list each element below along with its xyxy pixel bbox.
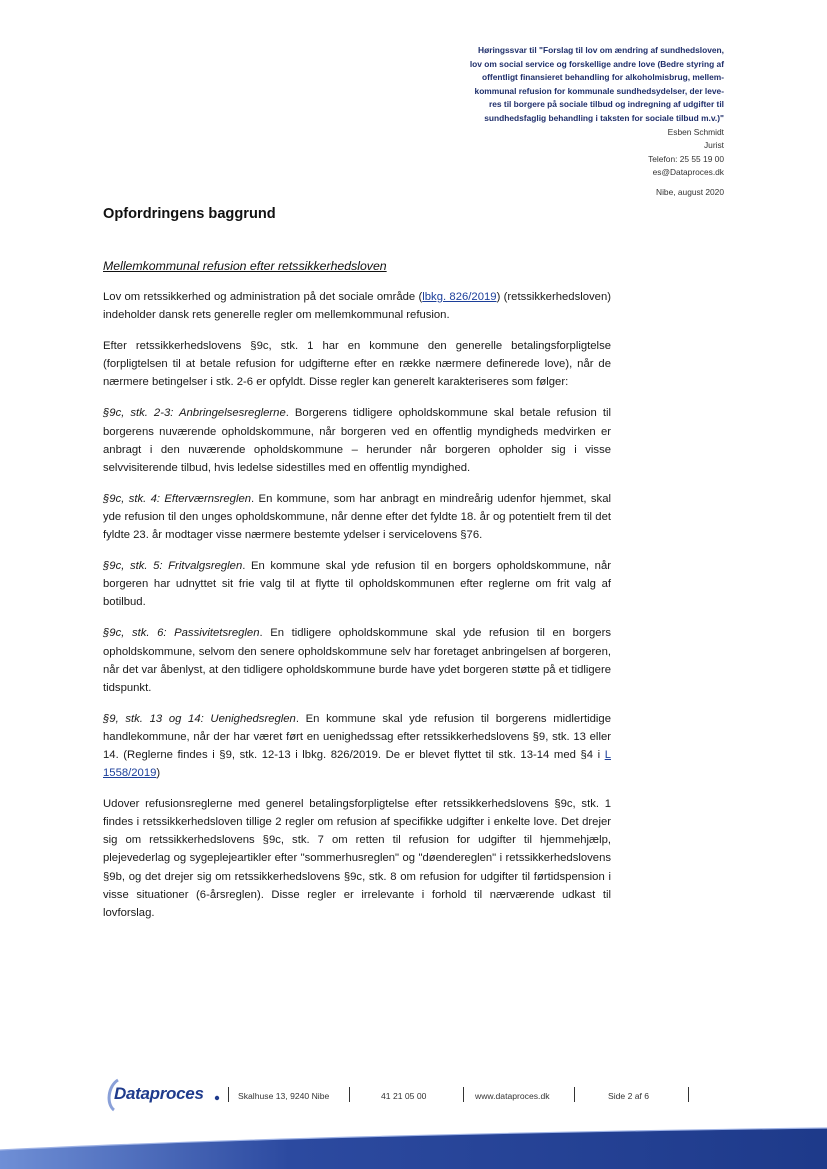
page-heading: Opfordringens baggrund [103,206,276,222]
paragraph: Udover refusionsreglerne med generel betalingsforpligtelse efter retssikkerhedslovens §9c, stk. 1 findes i retssikkerhedsloven tillige 2 regler om refusion af specifikke udgifter i enkelte love. Det drejer sig om retssikkerhedslovens §9c, stk. 7 om retten til refusion for udgifter til hjemmehjælp, plejevederlag og sygeplejeartikler efter "sommerhusreglen" og "døendereglen" i retssikkerhedslovens §9b, og det drejer sig om retssikkerhedslovens §9c, stk. 8 om refusion for udgifter til førtidspension i visse situationer (6-årsreglen). Disse regler er irrelevante i forhold til nærværende udkast til lovforslag. [103,798,611,919]
footer-page-number: Side 2 af 6 [608,1091,650,1101]
author-name: Esben Schmidt [667,126,724,137]
author-phone: Telefon: 25 55 19 00 [648,153,724,164]
paragraph-text: ) (retssikkerhedsloven) indeholder dansk rets generelle regler om mellemkommunal refusion. [103,291,611,322]
paragraph-text: . En kommune, som har anbragt en mindreårig udenfor hjemmet, skal yde refusion til den unges opholdskommune, når denne efter det fyldte 18. år og potentielt frem til det fyldte 23. år modtager visse nærmere bestemte ydelser i servicelovens §76. [103,492,611,542]
footer-phone: 41 21 05 00 [381,1091,427,1101]
footer-website[interactable]: www.dataproces.dk [475,1091,550,1101]
footer-divider [228,1087,229,1102]
paragraph [103,288,611,324]
author-role: Jurist [703,140,724,151]
rule-title: §9c, stk. 5: Fritvalgsreglen [103,560,243,573]
footer-wave-band [0,1110,827,1169]
document-header [424,44,724,200]
paragraph [103,624,611,696]
paragraph [103,490,611,544]
title-line: sundhedsfaglig behandling i taksten for sociale tilbud m.v.)" [484,112,724,123]
logo-text: Dataproces [114,1084,204,1103]
paragraph-text: ) [156,767,161,780]
paragraph [103,710,611,782]
document-date: Nibe, august 2020 [656,186,724,197]
title-line: kommunal refusion for kommunale sundhedsydelser, der leve- [474,85,724,96]
rule-title: §9c, stk. 2-3: Anbringelsesreglerne [103,407,286,420]
title-line: lov om social service og forskellige andre love (Bedre styring af [469,58,724,69]
paragraph [103,404,611,476]
author-email[interactable]: es@Dataproces.dk [652,167,724,178]
title-line: Høringssvar til "Forslag til lov om ændring af sundhedsloven, [478,45,724,55]
footer-divider [688,1087,689,1102]
footer-divider [574,1087,575,1102]
title-line: offentligt finansieret behandling for alkoholmisbrug, mellem- [482,72,724,83]
rule-title: §9c, stk. 6: Passivitetsreglen [103,627,260,640]
paragraph-text: . En kommune skal yde refusion til en borgers opholdskommune, når borgeren har udnyttet sit frie valg til at flytte til opholdskommunen efter reglerne om frit valg af botilbud. [103,560,611,609]
law-link-lbkg-826-2019[interactable]: lbkg. 826/2019 [422,291,497,303]
paragraph-text: . Borgerens tidligere opholdskommune skal betale refusion til borgerens nuværende opholdskommune, når borgeren ved en offentlig myndigheds medvirken er anbragt i den nuværende opholdskommune – herunder når borgeren opholder sig i visse selvvisiterende tilbud, hvis ledelse sidestilles med en offentlig myndighed. [103,407,611,474]
paragraph-text: Lov om retssikkerhed og administration på det sociale område ( [103,291,423,303]
footer-divider [463,1087,464,1102]
rule-title: §9c, stk. 4: Efterværnsreglen [103,492,252,505]
paragraph: Efter retssikkerhedslovens §9c, stk. 1 har en kommune den generelle betalingsforpligtelse (forpligtelsen til at betale refusion for udgifterne efter en række nærmere definerede love), når de nærmere betingelser i stk. 2-6 er opfyldt. Disse regler kan generelt karakteriseres som følger: [103,340,611,389]
law-link-l-1558-2019[interactable]: L 1558/2019 [103,748,611,780]
paragraph-text: . En kommune skal yde refusion til borgerens midlertidige handlekommune, når der har været ført en uenighedssag efter retssikkerhedslovens §9, stk. 13 eller 14. (Reglerne findes i §9, stk. 12-13 i lbkg. 826/2019. De er blevet flyttet til stk. 13-14 med §4 i [103,712,611,761]
hearing-response-title [424,44,724,126]
title-line: res til borgere på sociale tilbud og indregning af udgifter til [489,99,724,110]
paragraph-text: . En tidligere opholdskommune skal yde refusion til en borgers opholdskommune, selvom den senere opholdskommune selv har foretaget anbringelsen af borgeren, når det var åbenlyst, at den tidligere opholdskommune burde have ydet borgeren støtte på et tidligere tidspunkt. [103,627,611,694]
footer-address: Skalhuse 13, 9240 Nibe [238,1091,330,1101]
paragraph [103,557,611,611]
body-text [103,288,611,935]
rule-title: §9, stk. 13 og 14: Uenighedsreglen [103,712,296,725]
section-title: Mellemkommunal refusion efter retssikkerhedsloven [103,259,387,273]
footer-divider [349,1087,350,1102]
